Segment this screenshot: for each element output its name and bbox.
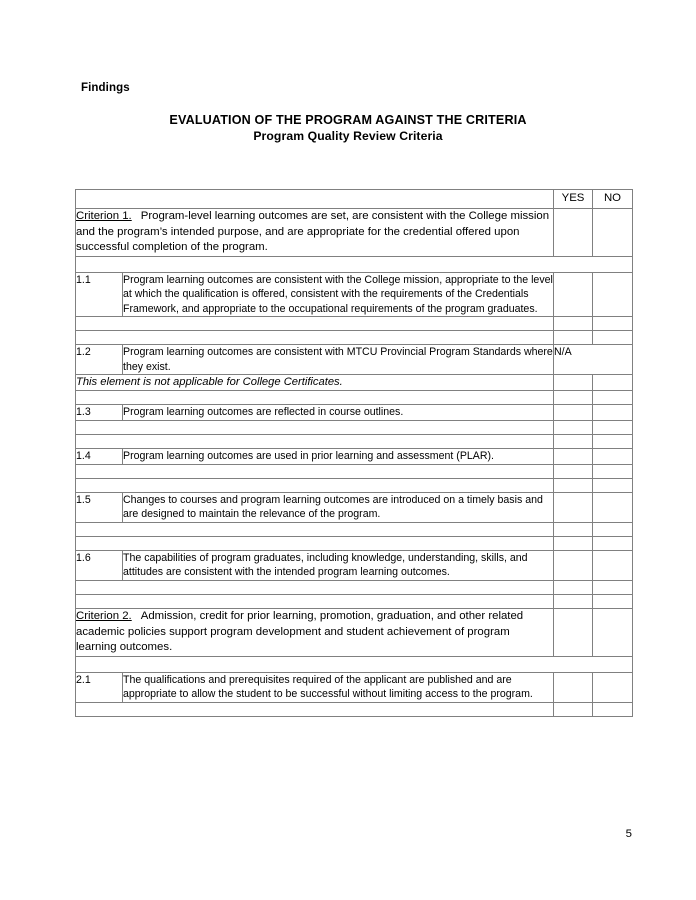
table-row: [76, 345, 633, 375]
spacer-row: [76, 581, 633, 595]
header-cell-blank: [76, 190, 554, 209]
spacer-yes-cell[interactable]: [554, 522, 593, 536]
spacer-no-cell[interactable]: [593, 478, 633, 492]
table-note-row: [76, 375, 633, 391]
item-yes-cell[interactable]: [554, 405, 593, 421]
item-number: 2.1: [76, 672, 123, 702]
table-row: [76, 492, 633, 522]
item-no-cell[interactable]: [593, 672, 633, 702]
spacer-cell: [76, 656, 633, 672]
table-row: [76, 272, 633, 317]
item-statement: The capabilities of program graduates, including knowledge, understanding, skills, and attitudes are consistent with the intended program learning outcomes.: [123, 550, 554, 580]
item-no-cell[interactable]: [593, 449, 633, 465]
item-number: 1.3: [76, 405, 123, 421]
spacer-row: [76, 702, 633, 716]
note-no-cell[interactable]: [593, 375, 633, 391]
criterion-2-statement: Admission, credit for prior learning, promotion, graduation, and other related academic policies support program development and student achievement of program learning outcomes.: [76, 610, 524, 654]
spacer-no-cell[interactable]: [593, 581, 633, 595]
item-number: 1.2: [76, 345, 123, 375]
spacer-row: [76, 331, 633, 345]
spacer-no-cell[interactable]: [593, 595, 633, 609]
table-header-row: [76, 190, 633, 209]
item-statement: Changes to courses and program learning outcomes are introduced on a timely basis and are designed to maintain the relevance of the program.: [123, 492, 554, 522]
criterion-1-text-cell: [76, 209, 554, 257]
item-statement: Program learning outcomes are consistent with the College mission, appropriate to the level at which the qualification is offered, consistent with the requirements of the Credentials Framework, and appropriate to the occupational requirements of the program graduates.: [123, 272, 554, 317]
spacer-cell: [76, 391, 554, 405]
section-heading-findings: Findings: [81, 82, 130, 94]
item-statement: Program learning outcomes are consistent with MTCU Provincial Program Standards where they exist.: [123, 345, 554, 375]
page-number: 5: [625, 828, 632, 840]
spacer-cell: [76, 256, 633, 272]
spacer-no-cell[interactable]: [593, 435, 633, 449]
note-yes-cell[interactable]: [554, 375, 593, 391]
spacer-cell: [76, 595, 554, 609]
item-statement: The qualifications and prerequisites required of the applicant are published and are appropriate to allow the student to be successful without limiting access to the program.: [123, 672, 554, 702]
page-subtitle: Program Quality Review Criteria: [253, 129, 443, 143]
item-statement: Program learning outcomes are reflected in course outlines.: [123, 405, 554, 421]
item-number: 1.6: [76, 550, 123, 580]
header-cell-yes: YES: [554, 190, 593, 209]
spacer-row-full: [76, 256, 633, 272]
table-row: [76, 550, 633, 580]
table-row: [76, 449, 633, 465]
spacer-yes-cell[interactable]: [554, 702, 593, 716]
criterion-2-no-cell[interactable]: [593, 609, 633, 657]
spacer-no-cell[interactable]: [593, 331, 633, 345]
item-yes-cell[interactable]: N/A: [554, 345, 633, 375]
spacer-cell: [76, 702, 554, 716]
criterion-2-row: [76, 609, 633, 657]
spacer-cell: [76, 331, 554, 345]
spacer-cell: [76, 421, 554, 435]
spacer-yes-cell[interactable]: [554, 581, 593, 595]
criteria-table-wrapper: [75, 189, 632, 717]
criterion-1-no-cell[interactable]: [593, 209, 633, 257]
item-number: 1.4: [76, 449, 123, 465]
spacer-yes-cell[interactable]: [554, 331, 593, 345]
spacer-yes-cell[interactable]: [554, 391, 593, 405]
criterion-1-row: [76, 209, 633, 257]
spacer-row: [76, 435, 633, 449]
spacer-yes-cell[interactable]: [554, 435, 593, 449]
criterion-2-yes-cell[interactable]: [554, 609, 593, 657]
criterion-1-yes-cell[interactable]: [554, 209, 593, 257]
spacer-yes-cell[interactable]: [554, 464, 593, 478]
program-quality-review-criteria-table: [75, 189, 633, 717]
item-no-cell[interactable]: [593, 405, 633, 421]
item-note: This element is not applicable for College Certificates.: [76, 375, 554, 391]
criterion-1-statement: Program-level learning outcomes are set, are consistent with the College mission and the program’s intended purpose, and are appropriate for the credential offered upon successful completion of the program.: [76, 210, 550, 253]
spacer-cell: [76, 464, 554, 478]
criterion-2-text-cell: [76, 609, 554, 657]
spacer-row: [76, 464, 633, 478]
spacer-no-cell[interactable]: [593, 536, 633, 550]
spacer-row: [76, 317, 633, 331]
item-no-cell[interactable]: [593, 550, 633, 580]
spacer-yes-cell[interactable]: [554, 595, 593, 609]
item-yes-cell[interactable]: [554, 272, 593, 317]
criterion-1-label: Criterion 1.: [76, 210, 132, 222]
spacer-yes-cell[interactable]: [554, 317, 593, 331]
spacer-no-cell[interactable]: [593, 391, 633, 405]
spacer-row: [76, 478, 633, 492]
spacer-row: [76, 522, 633, 536]
spacer-row: [76, 595, 633, 609]
spacer-row-full: [76, 656, 633, 672]
header-cell-no: NO: [593, 190, 633, 209]
item-yes-cell[interactable]: [554, 550, 593, 580]
spacer-row: [76, 421, 633, 435]
spacer-cell: [76, 581, 554, 595]
item-yes-cell[interactable]: [554, 672, 593, 702]
document-title-block: [0, 112, 696, 144]
spacer-row: [76, 391, 633, 405]
spacer-cell: [76, 317, 554, 331]
table-row: [76, 405, 633, 421]
spacer-cell: [76, 478, 554, 492]
table-row: [76, 672, 633, 702]
item-number: 1.1: [76, 272, 123, 317]
spacer-cell: [76, 536, 554, 550]
spacer-yes-cell[interactable]: [554, 536, 593, 550]
item-yes-cell[interactable]: [554, 449, 593, 465]
item-no-cell[interactable]: [593, 492, 633, 522]
spacer-yes-cell[interactable]: [554, 421, 593, 435]
spacer-yes-cell[interactable]: [554, 478, 593, 492]
spacer-cell: [76, 522, 554, 536]
spacer-cell: [76, 435, 554, 449]
item-yes-cell[interactable]: [554, 492, 593, 522]
spacer-no-cell[interactable]: [593, 702, 633, 716]
item-statement: Program learning outcomes are used in prior learning and assessment (PLAR).: [123, 449, 554, 465]
spacer-no-cell[interactable]: [593, 522, 633, 536]
item-no-cell[interactable]: [593, 272, 633, 317]
spacer-no-cell[interactable]: [593, 464, 633, 478]
criterion-2-label: Criterion 2.: [76, 610, 132, 623]
item-number: 1.5: [76, 492, 123, 522]
spacer-no-cell[interactable]: [593, 317, 633, 331]
spacer-row: [76, 536, 633, 550]
page-title: EVALUATION OF THE PROGRAM AGAINST THE CRITERIA: [169, 113, 527, 127]
spacer-no-cell[interactable]: [593, 421, 633, 435]
